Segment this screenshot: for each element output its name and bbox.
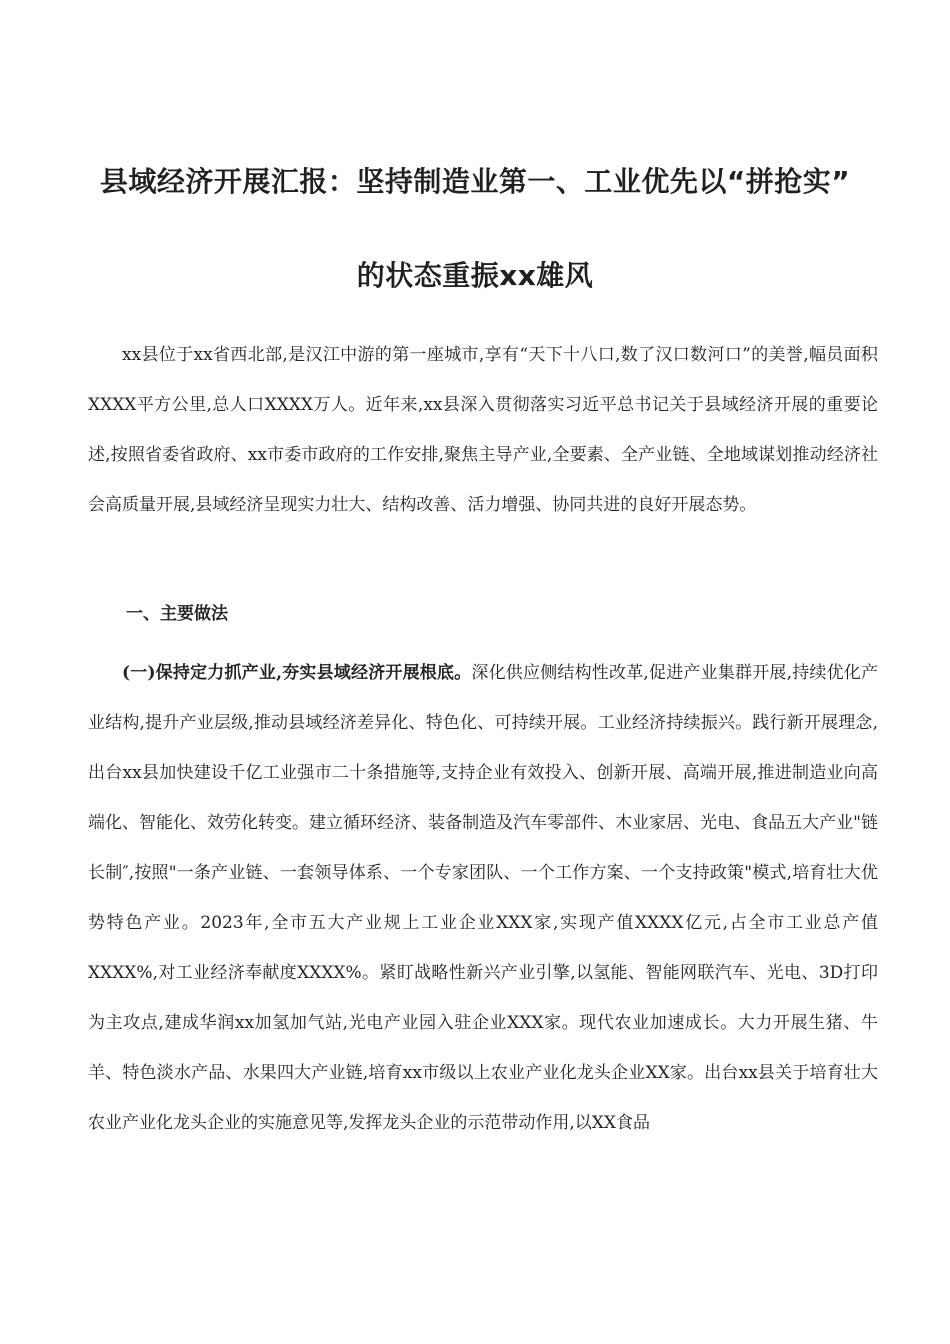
subsection-paragraph-1 xyxy=(88,648,878,1148)
subsection-body-1: 深化供应侧结构性改革,促进产业集群开展,持续优化产业结构,提升产业层级,推动县域经济差异化、特色化、可持续开展。工业经济持续振兴。践行新开展理念,出台xx县加快建设千亿工业强市二十条措施等,支持企业有效投入、创新开展、高端开展,推进制造业向高端化、智能化、效劳化转变。建立循环经济、装备制造及汽车零部件、木业家居、光电、食品五大产业"链长制″,按照"一条产业链、一套领导体系、一个专家团队、一个工作方案、一个支持政策"模式,培育壮大优势特色产业。2023年,全市五大产业规上工业企业XXX家,实现产值XXXX亿元,占全市工业总产值XXXX%,对工业经济奉献度XXXX%。紧盯战略性新兴产业引擎,以氢能、智能网联汽车、光电、3D打印为主攻点,建成华润xx加氢加气站,光电产业园入驻企业XXX家。现代农业加速成长。大力开展生猪、牛羊、特色淡水产品、水果四大产业链,培育xx市级以上农业产业化龙头企业XX家。出台xx县关于培育壮大农业产业化龙头企业的实施意见等,发挥龙头企业的示范带动作用,以XX食品 xyxy=(88,663,878,1133)
intro-paragraph: xx县位于xx省西北部,是汉江中游的第一座城市,享有“天下十八口,数了汉口数河口”的美誉,幅员面积XXXX平方公里,总人口XXXX万人。近年来,xx县深入贯彻落实习近平总书记关于县域经济开展的重要论述,按照省委省政府、xx市委市政府的工作安排,聚焦主导产业,全要素、全产业链、全地域谋划推动经济社会高质量开展,县域经济呈现实力壮大、结构改善、活力增强、协同共进的良好开展态势。 xyxy=(88,345,878,515)
document-title-line-2: 的状态重振xx雄风 xyxy=(356,259,594,292)
section-heading-main-practices: 一、主要做法 xyxy=(126,604,228,624)
document-title-line-1: 县域经济开展汇报：坚持制造业第一、工业优先以“拼抢实” xyxy=(99,165,851,198)
subsection-lead-1: (一)保持定力抓产业,夯实县域经济开展根底。 xyxy=(122,663,472,683)
